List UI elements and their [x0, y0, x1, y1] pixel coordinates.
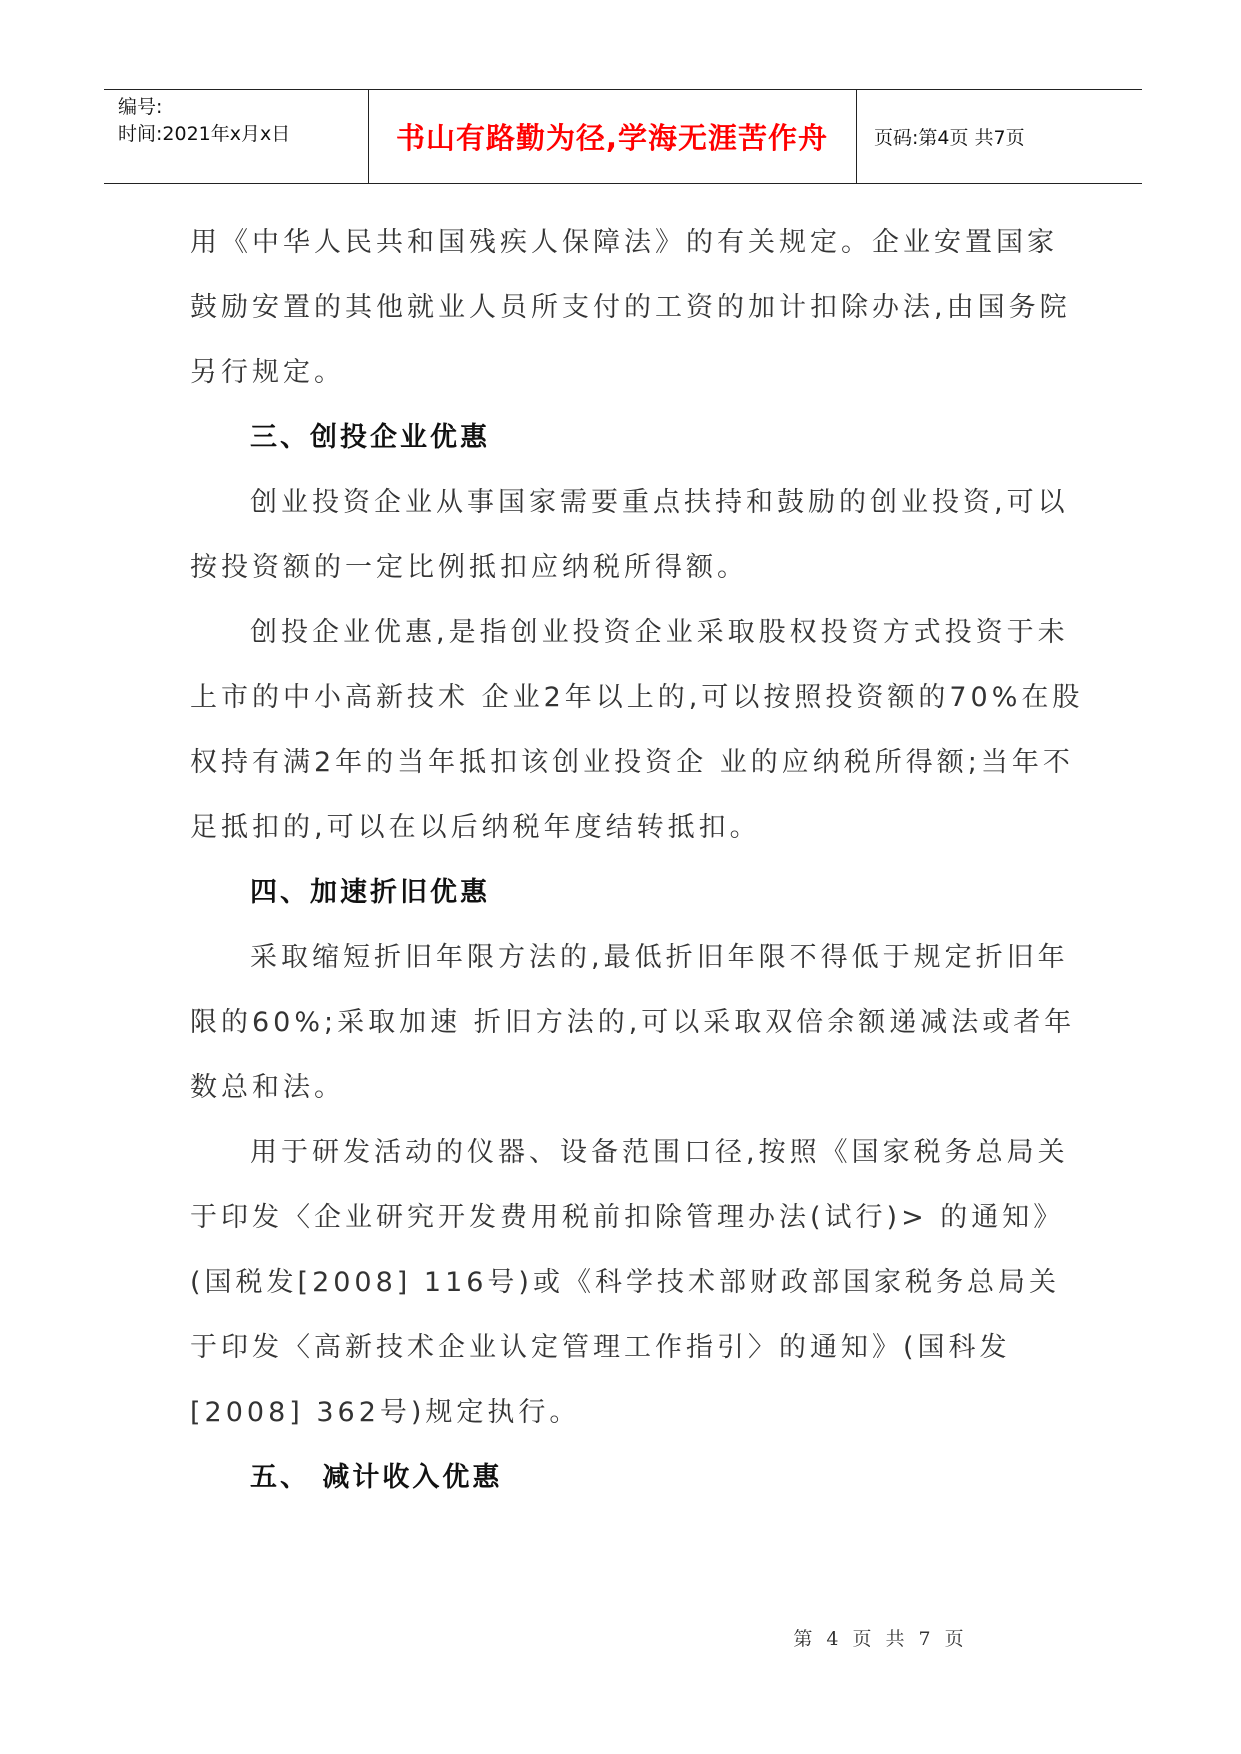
- paragraph: 采取缩短折旧年限方法的,最低折旧年限不得低于规定折旧年限的60%;采取加速 折旧方法的,可以采取双倍余额递减法或者年数总和法。: [190, 942, 1076, 1103]
- header-page-number: 页码:第4页 共7页: [874, 127, 1025, 149]
- paragraph: 用于研发活动的仪器、设备范围口径,按照《国家税务总局关于印发〈企业研究开发费用税前扣除管理办法(试行)> 的通知》(国税发[2008] 116号)或《科学技术部财政部国家税务总局关于印发〈高新技术企业认定管理工作指引〉的通知》(国科发[2008] 362号)规定执行。: [190, 1137, 1069, 1428]
- section-heading: 三、创投企业优惠: [250, 422, 490, 453]
- paragraph: 创业投资企业从事国家需要重点扶持和鼓励的创业投资,可以按投资额的一定比例抵扣应纳税所得额。: [190, 487, 1069, 583]
- section-heading: 四、加速折旧优惠: [250, 877, 490, 908]
- paragraph: 用《中华人民共和国残疾人保障法》的有关规定。企业安置国家鼓励安置的其他就业人员所支付的工资的加计扣除办法,由国务院另行规定。: [190, 227, 1071, 388]
- doc-time-label: 时间:2021年x月x日: [118, 123, 291, 145]
- section-heading: 五、 减计收入优惠: [250, 1462, 503, 1493]
- header-motto: 书山有路勤为径,学海无涯苦作舟: [395, 121, 829, 155]
- page-footer: 第 4 页 共 7 页: [793, 1628, 968, 1650]
- doc-number-label: 编号:: [118, 96, 163, 118]
- document-header: [104, 89, 1142, 184]
- header-divider: [856, 90, 857, 183]
- header-meta: [118, 94, 290, 148]
- paragraph: 创投企业优惠,是指创业投资企业采取股权投资方式投资于未上市的中小高新技术 企业2年以上的,可以按照投资额的70%在股权持有满2年的当年抵扣该创业投资企 业的应纳税所得额;当年不足抵扣的,可以在以后纳税年度结转抵扣。: [190, 617, 1084, 843]
- document-body: [190, 210, 1086, 1510]
